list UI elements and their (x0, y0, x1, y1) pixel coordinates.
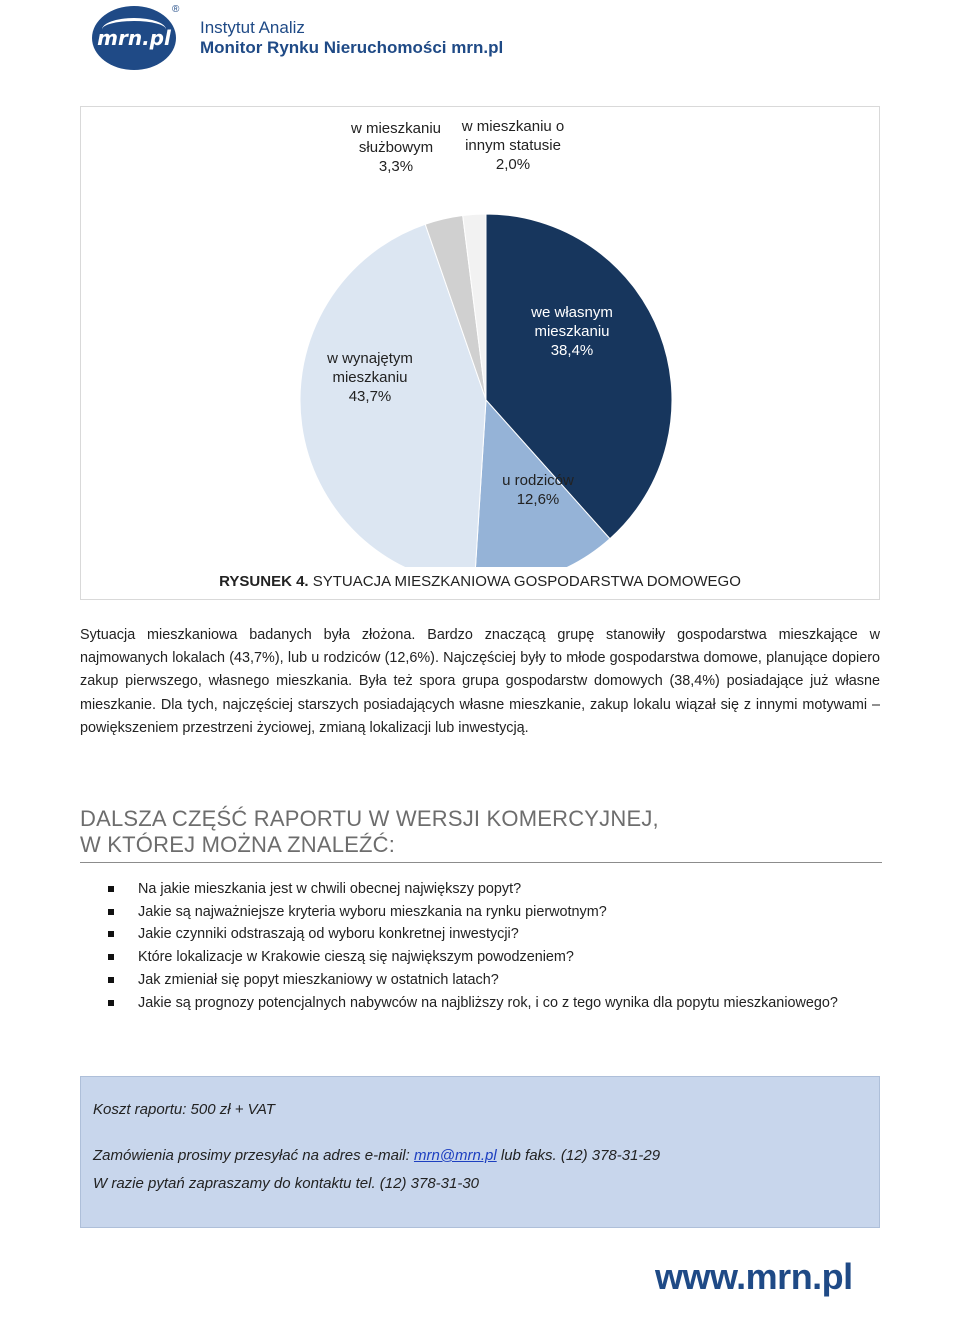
order-info-box (80, 1076, 880, 1228)
body-paragraph: Sytuacja mieszkaniowa badanych była złożona. Bardzo znaczącą grupę stanowiły gospodarstwa mieszkające w najmowanych lokalach (43,7%), lub u rodziców (12,6%). Najczęściej były to młode gospodarstwa domowe, planujące dopiero zakup pierwszego, własnego mieszkania. Była też spora grupa gospodarstw domowych (38,4%) posiadające już własne mieszkanie. Dla tych, najczęściej starszych posiadających własne mieszkanie, zakup lokalu wiązał się z innymi motywami – powiększeniem przestrzeni życiowej, zmianą lokalizacji lub inwestycją. (80, 627, 880, 736)
institute-name: Instytut Analiz (200, 18, 305, 37)
list-item: Które lokalizacje w Krakowie cieszą się największym powodzeniem? (106, 946, 880, 969)
label-inny-status: w mieszkaniu o innym statusie 2,0% (461, 118, 565, 173)
header (92, 4, 692, 76)
email-link[interactable]: mrn@mrn.pl (413, 1147, 497, 1164)
list-item: Na jakie mieszkania jest w chwili obecnej największy popyt? (106, 878, 880, 901)
bullet-square-icon (108, 886, 114, 892)
monitor-name: Monitor Rynku Nieruchomości mrn.pl (200, 38, 504, 57)
bullet-square-icon (108, 1000, 114, 1006)
list-item: Jakie są najważniejsze kryteria wyboru mieszkania na rynku pierwotnym? (106, 901, 880, 924)
registered-mark: ® (172, 4, 180, 15)
price-line: Koszt raportu: 500 zł + VAT (93, 1101, 275, 1118)
label-wynajetym: w wynajętym mieszkaniu 43,7% (327, 350, 413, 405)
label-wlasnym: we własnym mieszkaniu 38,4% (531, 304, 613, 359)
commercial-title: DALSZA CZĘŚĆ RAPORTU W WERSJI KOMERCYJNEJ, W KTÓREJ MOŻNA ZNALEŹĆ: (80, 806, 882, 863)
footer-url[interactable]: www.mrn.pl (655, 1256, 853, 1297)
logo-text: mrn.pl (97, 26, 171, 50)
logo-arc-icon (102, 18, 166, 41)
list-item: Jak zmieniał się popyt mieszkaniowy w ostatnich latach? (106, 969, 880, 992)
bullet-square-icon (108, 954, 114, 960)
figure-caption: RYSUNEK 4. SYTUACJA MIESZKANIOWA GOSPODARSTWA DOMOWEGO (219, 573, 741, 590)
pie-chart-figure (80, 106, 880, 600)
list-item: Jakie są prognozy potencjalnych nabywców na najbliższy rok, i co z tego wynika dla popytu mieszkaniowego? (106, 992, 880, 1015)
bullet-square-icon (108, 977, 114, 983)
commercial-list (106, 878, 880, 1014)
bullet-square-icon (108, 931, 114, 937)
mrn-logo[interactable] (92, 6, 176, 70)
contact-line: W razie pytań zapraszamy do kontaktu tel. (12) 378-31-30 (93, 1175, 480, 1192)
label-sluzbowym: w mieszkaniu służbowym 3,3% (350, 120, 442, 175)
bullet-square-icon (108, 909, 114, 915)
email-line: Zamówienia prosimy przesyłać na adres e-mail: mrn@mrn.pl lub faks. (12) 378-31-29 (93, 1147, 661, 1164)
list-item: Jakie czynniki odstraszają od wyboru konkretnej inwestycji? (106, 923, 880, 946)
label-rodzicow: u rodziców 12,6% (502, 472, 574, 508)
